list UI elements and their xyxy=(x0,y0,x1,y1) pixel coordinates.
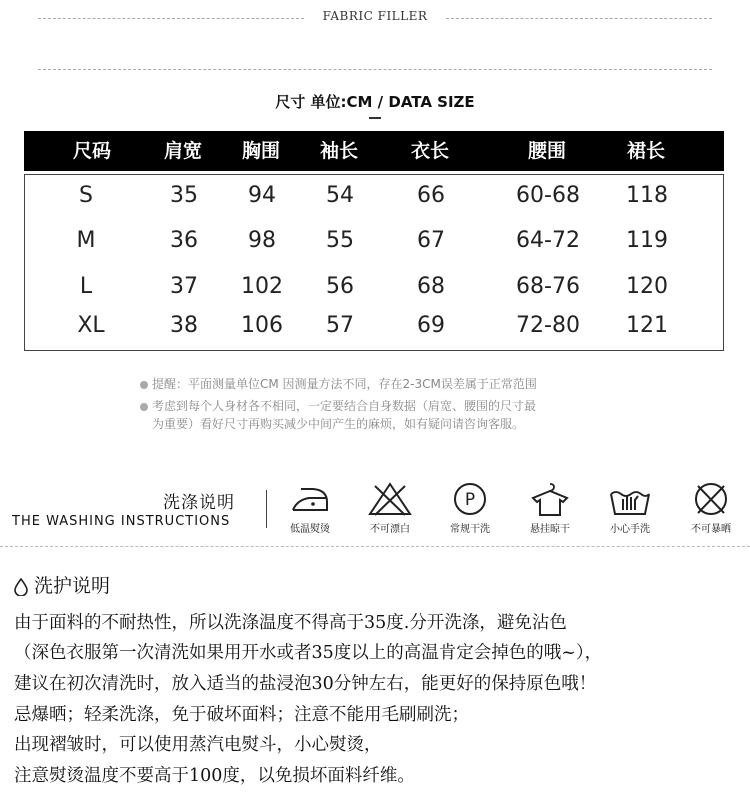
water-drop-icon xyxy=(14,578,28,596)
table-cell: 106 xyxy=(241,313,283,338)
header-title: FABRIC FILLER xyxy=(322,9,428,23)
care-title-text: 洗护说明 xyxy=(34,575,111,597)
hand-wash-icon xyxy=(607,482,653,516)
size-table-body xyxy=(24,174,724,351)
care-line: 出现褶皱时，可以使用蒸汽电熨斗，小心熨烫， xyxy=(14,735,382,755)
size-note xyxy=(140,375,537,392)
column-header: 袖长 xyxy=(319,140,359,162)
size-table-header xyxy=(24,131,724,171)
wash-icon-item xyxy=(681,482,741,534)
no-bleach-icon xyxy=(367,482,413,516)
wash-icon-item xyxy=(360,482,420,534)
table-cell: 66 xyxy=(417,183,445,208)
table-cell: 36 xyxy=(170,228,198,253)
dry-clean-symbol: P xyxy=(464,490,476,510)
wash-icon-item xyxy=(280,482,340,534)
column-header: 裙长 xyxy=(626,140,666,162)
size-chart-title: 尺寸 单位:CM / DATA SIZE xyxy=(275,93,475,111)
table-cell: L xyxy=(79,274,93,299)
washing-divider xyxy=(266,490,267,528)
care-line: 由于面料的不耐热性，所以洗涤温度不得高于35度.分开洗涤，避免沾色 xyxy=(14,613,567,633)
no-tumble-dry-icon xyxy=(688,482,734,516)
hang-dry-icon xyxy=(527,482,573,516)
dry-clean-p-icon xyxy=(447,482,493,516)
size-note-continued: 为重要）看好尺寸再购买减少中间产生的麻烦，如有疑问请咨询客服。 xyxy=(152,417,525,431)
table-cell: M xyxy=(76,228,96,253)
column-header: 胸围 xyxy=(241,140,281,162)
table-cell: 55 xyxy=(326,228,354,253)
wash-icon-item xyxy=(440,482,500,534)
table-cell: 120 xyxy=(626,274,668,299)
care-line: 注意熨烫温度不要高于100度，以免损坏面料纤维。 xyxy=(14,766,415,786)
care-line: （深色衣服第一次清洗如果用开水或者35度以上的高温肯定会掉色的哦~）， xyxy=(14,643,603,663)
column-header: 尺码 xyxy=(72,140,112,162)
table-cell: S xyxy=(79,183,93,208)
washing-title-en: THE WASHING INSTRUCTIONS xyxy=(12,514,231,529)
table-cell: 102 xyxy=(241,274,283,299)
table-cell: 60-68 xyxy=(516,183,580,208)
wash-icon-label: 不可漂白 xyxy=(370,524,410,535)
table-cell: 38 xyxy=(170,313,198,338)
table-cell: 35 xyxy=(170,183,198,208)
table-cell: 54 xyxy=(326,183,354,208)
wash-icon-label: 悬挂晾干 xyxy=(530,524,570,535)
bullet-icon xyxy=(140,403,148,411)
table-cell: 72-80 xyxy=(516,313,580,338)
table-cell: 57 xyxy=(326,313,354,338)
wash-icon-item xyxy=(520,482,580,534)
care-line: 建议在初次清洗时，放入适当的盐浸泡30分钟左右，能更好的保持原色哦！ xyxy=(14,674,597,694)
table-cell: 118 xyxy=(626,183,668,208)
table-cell: 68-76 xyxy=(516,274,580,299)
care-line: 忌爆晒；轻柔洗涤，免于破坏面料；注意不能用毛刷刷洗； xyxy=(14,705,469,725)
table-cell: XL xyxy=(77,313,105,338)
washing-title: 洗涤说明 xyxy=(163,493,235,513)
table-cell: 98 xyxy=(248,228,276,253)
column-header: 腰围 xyxy=(527,140,567,162)
bullet-icon xyxy=(140,381,148,389)
header-divider-bottom xyxy=(38,69,712,70)
wash-icon-item xyxy=(600,482,660,534)
note-text: 提醒：平面测量单位CM 因测量方法不同，存在2-3CM误差属于正常范围 xyxy=(152,377,537,391)
table-cell: 56 xyxy=(326,274,354,299)
wash-icon-label: 常规干洗 xyxy=(450,524,490,535)
column-header: 衣长 xyxy=(410,140,450,162)
iron-low-icon xyxy=(287,482,333,516)
table-cell: 68 xyxy=(417,274,445,299)
wash-icon-label: 小心手洗 xyxy=(610,524,650,535)
column-header: 肩宽 xyxy=(163,140,203,162)
wash-icon-label: 低温熨烫 xyxy=(290,524,330,535)
table-cell: 119 xyxy=(626,228,668,253)
table-cell: 67 xyxy=(417,228,445,253)
size-note xyxy=(140,397,536,414)
wash-icon-label: 不可暴晒 xyxy=(691,524,731,535)
care-title xyxy=(14,571,110,598)
table-cell: 121 xyxy=(626,313,668,338)
header xyxy=(0,0,750,80)
table-cell: 64-72 xyxy=(516,228,580,253)
table-cell: 94 xyxy=(248,183,276,208)
table-cell: 37 xyxy=(170,274,198,299)
section-divider xyxy=(0,546,750,547)
table-cell: 69 xyxy=(417,313,445,338)
size-title-underline xyxy=(369,117,381,119)
header-divider-right xyxy=(446,18,712,19)
note-text: 考虑到每个人身材各不相同，一定要结合自身数据（肩宽、腰围的尺寸最 xyxy=(152,399,537,413)
